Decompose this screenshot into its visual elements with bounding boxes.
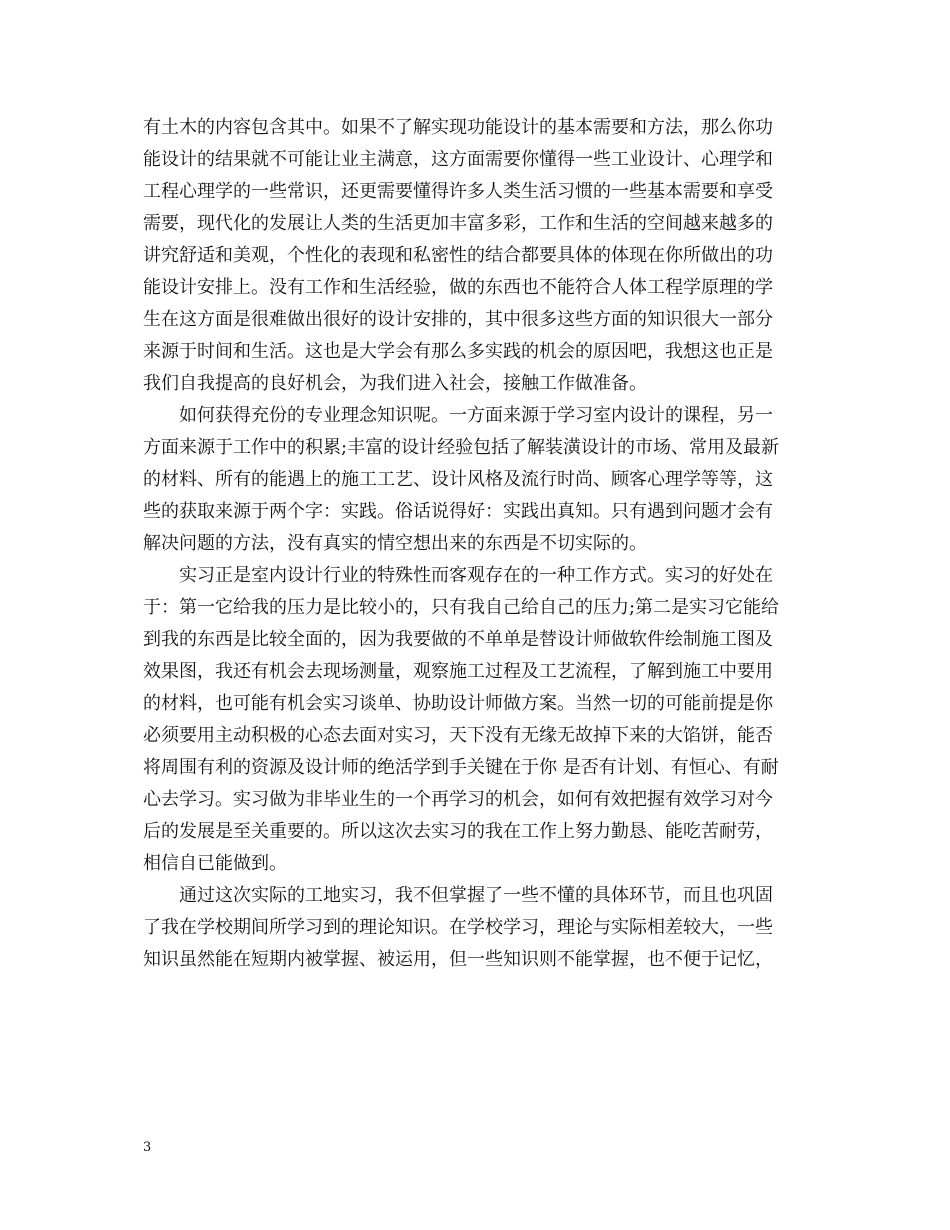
text-line: 心去学习。实习做为非毕业生的一个再学习的机会，如何有效把握有效学习对今 [143,789,773,810]
text-line: 工程心理学的一些常识，还更需要懂得许多人类生活习惯的一些基本需要和享受 [143,181,773,202]
text-line: 知识虽然能在短期内被掌握、被运用，但一些知识则不能掌握，也不便于记忆， [143,949,773,970]
text-line: 于：第一它给我的压力是比较小的，只有我自己给自己的压力;第二是实习它能给 [143,597,780,618]
text-line: 方面来源于工作中的积累;丰富的设计经验包括了解装潢设计的市场、常用及最新 [143,437,780,458]
text-line: 我们自我提高的良好机会，为我们进入社会，接触工作做准备。 [143,373,647,394]
text-line: 后的发展是至关重要的。所以这次去实习的我在工作上努力勤恳、能吃苦耐劳， [143,821,773,842]
page-number: 3 [143,1140,152,1155]
text-line-first: 通过这次实际的工地实习，我不但掌握了一些不懂的具体环节，而且也巩固 [179,885,773,906]
text-line-first: 如何获得充份的专业理念知识呢。一方面来源于学习室内设计的课程，另一 [179,405,773,426]
paragraph-2 [143,400,808,560]
text-line-first: 实习正是室内设计行业的特殊性而客观存在的一种工作方式。实习的好处在 [179,565,773,586]
text-line: 有土木的内容包含其中。如果不了解实现功能设计的基本需要和方法，那么你功 [143,117,773,138]
document-body [143,112,808,976]
paragraph-4 [143,880,808,976]
text-line: 了我在学校期间所学习到的理论知识。在学校学习，理论与实际相差较大，一些 [143,917,773,938]
text-line: 必须要用主动积极的心态去面对实习，天下没有无缘无故掉下来的大馅饼，能否 [143,725,773,746]
paragraph-1 [143,112,808,400]
text-line: 些的获取来源于两个字：实践。俗话说得好：实践出真知。只有遇到问题才会有 [143,501,773,522]
text-line: 相信自已能做到。 [143,853,287,874]
text-line: 能设计安排上。没有工作和生活经验，做的东西也不能符合人体工程学原理的学 [143,277,773,298]
text-line: 的材料、所有的能遇上的施工工艺、设计风格及流行时尚、顾客心理学等等，这 [143,469,773,490]
text-line: 来源于时间和生活。这也是大学会有那么多实践的机会的原因吧，我想这也正是 [143,341,773,362]
text-line: 将周围有利的资源及设计师的绝活学到手关键在于你 是否有计划、有恒心、有耐 [143,757,779,778]
paragraph-3 [143,560,808,880]
text-line: 效果图，我还有机会去现场测量，观察施工过程及工艺流程，了解到施工中要用 [143,661,773,682]
text-line: 讲究舒适和美观，个性化的表现和私密性的结合都要具体的体现在你所做出的功 [143,245,773,266]
text-line: 的材料，也可能有机会实习谈单、协助设计师做方案。当然一切的可能前提是你 [143,693,773,714]
text-line: 能设计的结果就不可能让业主满意，这方面需要你懂得一些工业设计、心理学和 [143,149,773,170]
text-line: 需要，现代化的发展让人类的生活更加丰富多彩，工作和生活的空间越来越多的 [143,213,773,234]
text-line: 到我的东西是比较全面的，因为我要做的不单单是替设计师做软件绘制施工图及 [143,629,773,650]
text-line: 解决问题的方法，没有真实的情空想出来的东西是不切实际的。 [143,533,647,554]
text-line: 生在这方面是很难做出很好的设计安排的，其中很多这些方面的知识很大一部分 [143,309,773,330]
